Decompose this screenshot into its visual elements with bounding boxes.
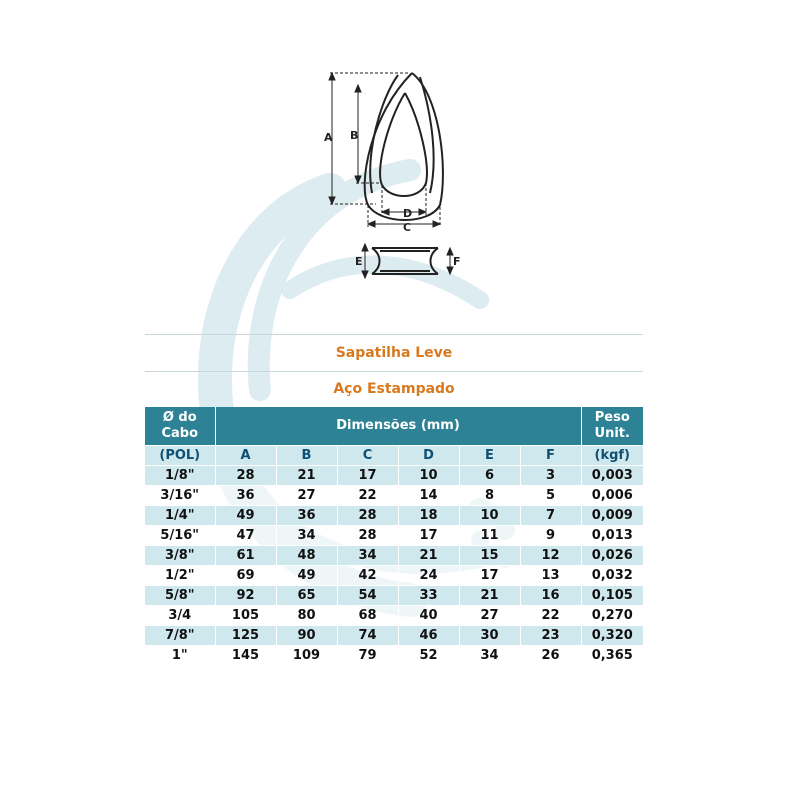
table-cell: 61 xyxy=(215,546,276,566)
table-cell: 21 xyxy=(276,466,337,486)
table-cell: 15 xyxy=(459,546,520,566)
table-cell: 27 xyxy=(276,486,337,506)
table-cell: 0,026 xyxy=(581,546,643,566)
table-cell: 3 xyxy=(520,466,581,486)
table-cell: 0,032 xyxy=(581,566,643,586)
table-cell: 0,006 xyxy=(581,486,643,506)
table-cell: 69 xyxy=(215,566,276,586)
subheader-a: A xyxy=(215,446,276,466)
table-row xyxy=(145,466,643,486)
table-cell: 12 xyxy=(520,546,581,566)
table-cell: 3/4 xyxy=(145,606,215,626)
table-cell: 90 xyxy=(276,626,337,646)
table-cell: 47 xyxy=(215,526,276,546)
table-cell: 40 xyxy=(398,606,459,626)
header-unit-weight: Peso Unit. xyxy=(581,407,643,446)
table-cell: 65 xyxy=(276,586,337,606)
table-cell: 6 xyxy=(459,466,520,486)
table-cell: 24 xyxy=(398,566,459,586)
table-cell: 79 xyxy=(337,646,398,666)
table-body xyxy=(145,466,643,666)
table-cell: 0,270 xyxy=(581,606,643,626)
table-cell: 34 xyxy=(459,646,520,666)
table-cell: 49 xyxy=(215,506,276,526)
table-cell: 42 xyxy=(337,566,398,586)
table-cell: 52 xyxy=(398,646,459,666)
subheader-c: C xyxy=(337,446,398,466)
table-cell: 68 xyxy=(337,606,398,626)
dim-label-e: E xyxy=(355,255,363,268)
table-cell: 21 xyxy=(459,586,520,606)
table-cell: 9 xyxy=(520,526,581,546)
table-cell: 49 xyxy=(276,566,337,586)
table-cell: 0,003 xyxy=(581,466,643,486)
table-cell: 3/16" xyxy=(145,486,215,506)
table-row xyxy=(145,566,643,586)
table-cell: 16 xyxy=(520,586,581,606)
dim-label-a: A xyxy=(324,131,333,144)
table-cell: 18 xyxy=(398,506,459,526)
table-cell: 33 xyxy=(398,586,459,606)
table-cell: 0,105 xyxy=(581,586,643,606)
table-subheader-row xyxy=(145,446,643,466)
table-cell: 17 xyxy=(337,466,398,486)
divider-middle xyxy=(145,371,643,372)
thimble-diagram xyxy=(320,65,470,295)
table-cell: 92 xyxy=(215,586,276,606)
dim-label-d: D xyxy=(403,207,413,220)
table-cell: 14 xyxy=(398,486,459,506)
table-cell: 36 xyxy=(215,486,276,506)
table-row xyxy=(145,606,643,626)
subheader-d: D xyxy=(398,446,459,466)
table-cell: 13 xyxy=(520,566,581,586)
table-cell: 21 xyxy=(398,546,459,566)
table-row xyxy=(145,526,643,546)
table-cell: 0,013 xyxy=(581,526,643,546)
table-cell: 5/8" xyxy=(145,586,215,606)
subheader-f: F xyxy=(520,446,581,466)
table-cell: 0,365 xyxy=(581,646,643,666)
header-dimensions: Dimensões (mm) xyxy=(215,407,581,446)
subheader-b: B xyxy=(276,446,337,466)
table-row xyxy=(145,586,643,606)
table-cell: 34 xyxy=(337,546,398,566)
dim-label-c: C xyxy=(403,221,412,234)
table-cell: 23 xyxy=(520,626,581,646)
table-cell: 27 xyxy=(459,606,520,626)
table-cell: 125 xyxy=(215,626,276,646)
table-header-row xyxy=(145,407,643,446)
table-cell: 5 xyxy=(520,486,581,506)
header-cable-diameter: Ø do Cabo xyxy=(145,407,215,446)
table-cell: 17 xyxy=(459,566,520,586)
specifications-table xyxy=(145,407,643,666)
table-row xyxy=(145,646,643,666)
table-cell: 1/2" xyxy=(145,566,215,586)
table-cell: 46 xyxy=(398,626,459,646)
table-cell: 28 xyxy=(337,506,398,526)
table-cell: 17 xyxy=(398,526,459,546)
table-cell: 1" xyxy=(145,646,215,666)
divider-top xyxy=(145,334,643,335)
table-cell: 34 xyxy=(276,526,337,546)
table-cell: 80 xyxy=(276,606,337,626)
table-row xyxy=(145,626,643,646)
table-cell: 28 xyxy=(337,526,398,546)
table-cell: 0,009 xyxy=(581,506,643,526)
table-cell: 36 xyxy=(276,506,337,526)
table-cell: 74 xyxy=(337,626,398,646)
subheader-e: E xyxy=(459,446,520,466)
table-cell: 145 xyxy=(215,646,276,666)
dim-label-f: F xyxy=(453,255,461,268)
table-cell: 48 xyxy=(276,546,337,566)
page-title: Sapatilha Leve xyxy=(335,345,453,361)
table-row xyxy=(145,546,643,566)
table-cell: 7/8" xyxy=(145,626,215,646)
table-cell: 11 xyxy=(459,526,520,546)
subheader-unit-pol: (POL) xyxy=(145,446,215,466)
table-cell: 109 xyxy=(276,646,337,666)
table-cell: 10 xyxy=(459,506,520,526)
table-cell: 105 xyxy=(215,606,276,626)
dim-label-b: B xyxy=(350,129,359,142)
table-cell: 3/8" xyxy=(145,546,215,566)
table-cell: 0,320 xyxy=(581,626,643,646)
table-row xyxy=(145,506,643,526)
table-cell: 1/4" xyxy=(145,506,215,526)
table-cell: 26 xyxy=(520,646,581,666)
table-cell: 5/16" xyxy=(145,526,215,546)
subheader-unit-kgf: (kgf) xyxy=(581,446,643,466)
table-cell: 22 xyxy=(520,606,581,626)
table-cell: 30 xyxy=(459,626,520,646)
table-cell: 1/8" xyxy=(145,466,215,486)
table-cell: 28 xyxy=(215,466,276,486)
table-cell: 7 xyxy=(520,506,581,526)
table-cell: 10 xyxy=(398,466,459,486)
page-subtitle: Aço Estampado xyxy=(333,381,455,397)
table-row xyxy=(145,486,643,506)
table-cell: 22 xyxy=(337,486,398,506)
table-cell: 54 xyxy=(337,586,398,606)
table-cell: 8 xyxy=(459,486,520,506)
